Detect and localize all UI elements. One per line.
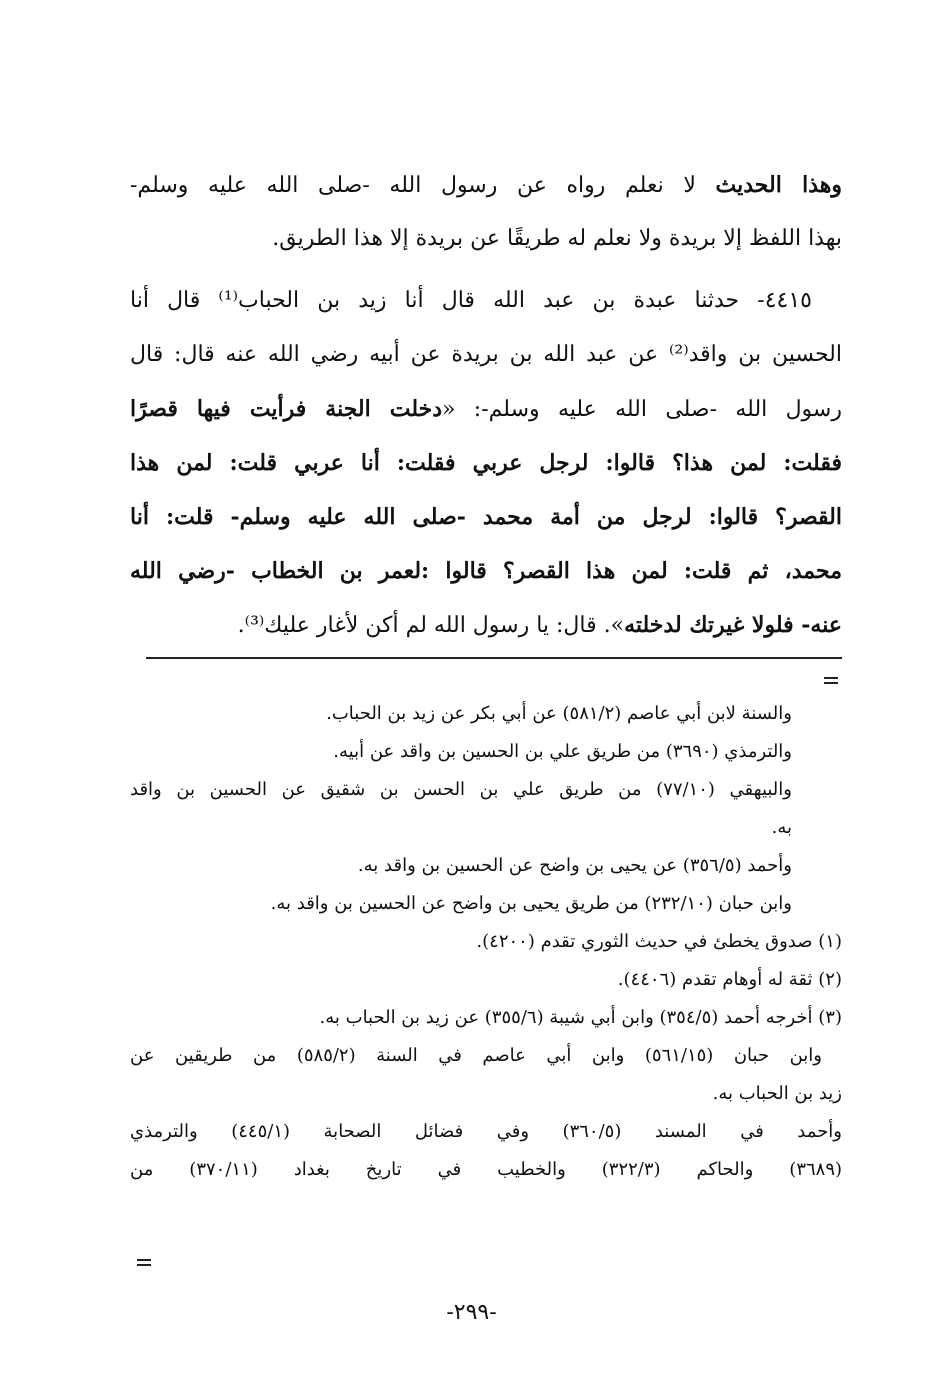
main-line-4: الحسين بن واقد⁽²⁾ عن عبد الله بن بريدة عن أبيه رضي الله عنه قال: قال [130,342,842,367]
footnote-separator-line [146,657,842,659]
footnote-line-6: وابن حبان (٢٣٢/١٠) من طريق يحيى بن واضح عن الحسين بن واقد به. [270,893,792,914]
footnote-line-13: (٣٦٨٩) والحاكم (٣٢٢/٣) والخطيب في تاريخ بغداد (٣٧٠/١١) من [130,1159,842,1180]
main-line-5-text: رسول الله -صلى الله عليه وسلم-: « [442,397,842,422]
main-text [130,158,842,652]
main-line-5 [130,382,842,436]
main-line-1-bold: وهذا الحديث [715,172,842,198]
footnote-line-11: زيد بن الحباب به. [712,1083,842,1104]
main-line-1-text: لا نعلم رواه عن رسول الله -صلى الله عليه وسلم- [130,173,716,198]
main-line-5-bold: دخلت الجنة فرأيت فيها قصرًا [130,396,443,422]
page-number: -٢٩٩- [446,1300,497,1325]
main-line-7: القصر؟ قالوا: لرجل من أمة محمد -صلى الله عليه وسلم- قلت: أنا [130,504,842,530]
footnote-line-12: وأحمد في المسند (٣٦٠/٥) وفي فضائل الصحابة (٤٤٥/١) والترمذي [130,1121,842,1142]
continuation-mark-bottom [137,1259,151,1266]
main-line-3: ٤٤١٥- حدثنا عبدة بن عبد الله قال أنا زيد بن الحباب⁽¹⁾ قال أنا [130,288,812,313]
main-line-9 [130,598,842,652]
footnotes [130,695,842,1189]
footnote-line-5: وأحمد (٣٥٦/٥) عن يحيى بن واضح عن الحسين بن واقد به. [357,855,792,876]
footnote-3: (٣) أخرجه أحمد (٣٥٤/٥) وابن أبي شيبة (٣٥٥/٦) عن زيد بن الحباب به. [319,1007,842,1028]
main-line-9-text: ». قال: يا رسول الله لم أكن لأغار عليك⁽³⁾. [237,613,625,638]
main-line-1 [130,158,842,212]
main-line-8: محمد، ثم قلت: لمن هذا القصر؟ قالوا :لعمر بن الخطاب -رضي الله [130,558,842,584]
footnote-line-2: والترمذي (٣٦٩٠) من طريق علي بن الحسين بن واقد عن أبيه. [333,741,792,762]
footnote-1: (١) صدوق يخطئ في حديث الثوري تقدم (٤٢٠٠). [476,931,842,952]
footnote-line-3: والبيهقي (٧٧/١٠) من طريق علي بن الحسن بن شقيق عن الحسين بن واقد [130,779,792,800]
main-line-9-bold: عنه- فلولا غيرتك لدخلته [624,612,842,638]
main-line-2: بهذا اللفظ إلا بريدة ولا نعلم له طريقًا عن بريدة إلا هذا الطريق. [272,226,842,251]
footnote-2: (٢) ثقة له أوهام تقدم (٤٤٠٦). [617,969,842,990]
continuation-mark-top [824,677,838,684]
main-line-6: فقلت: لمن هذا؟ قالوا: لرجل عربي فقلت: أنا عربي قلت: لمن هذا [130,450,842,476]
footnote-line-4: به. [771,817,792,838]
footnote-line-1: والسنة لابن أبي عاصم (٥٨١/٢) عن أبي بكر عن زيد بن الحباب. [326,703,792,724]
footnote-line-10: وابن حبان (٥٦١/١٥) وابن أبي عاصم في السنة (٥٨٥/٢) من طريقين عن [130,1045,822,1066]
